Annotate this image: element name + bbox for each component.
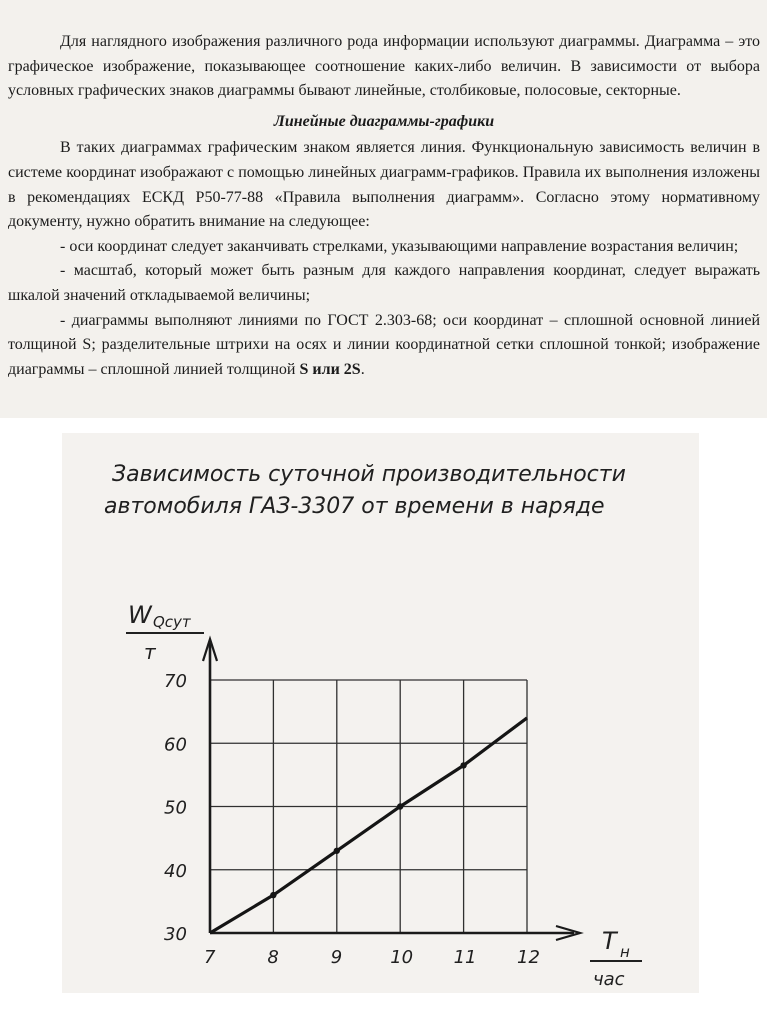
data-point bbox=[270, 892, 276, 898]
chart-title-line-1: Зависимость суточной производительности bbox=[112, 462, 626, 487]
data-point bbox=[334, 848, 340, 854]
y-tick-label: 60 bbox=[164, 734, 187, 756]
document-page bbox=[0, 0, 767, 418]
bullet-lines-end: . bbox=[360, 360, 365, 378]
data-point bbox=[397, 803, 403, 809]
chart-series bbox=[210, 718, 527, 933]
x-tick-label: 8 bbox=[267, 947, 279, 968]
y-tick-label: 50 bbox=[164, 797, 187, 819]
y-axis-label-symbol: W bbox=[128, 601, 152, 629]
chart-tick-labels bbox=[164, 671, 540, 968]
x-axis-label-unit: час bbox=[593, 969, 625, 990]
x-axis-label bbox=[590, 927, 642, 990]
y-tick-label: 30 bbox=[164, 924, 187, 945]
rules-paragraph: В таких диаграммах графическим знаком является линия. Функциональную зависимость величин в системе координат изображают с помощью линейных диаграмм-графиков. Правила их выполнения изложены в рекомендациях ЕСКД Р50-77-88 «Правила выполнения диаграмм». Согласно этому нормативному документу, нужно обратить внимание на следующее: bbox=[8, 139, 760, 231]
line-chart bbox=[62, 433, 699, 993]
y-tick-label: 40 bbox=[164, 860, 187, 882]
x-tick-label: 9 bbox=[330, 947, 343, 968]
y-axis-label-unit: т bbox=[144, 640, 156, 664]
x-tick-label: 12 bbox=[517, 947, 540, 968]
y-axis-label-subscript: Qсут bbox=[153, 613, 191, 631]
x-tick-label: 7 bbox=[204, 947, 216, 968]
bullet-lines bbox=[8, 309, 760, 383]
bullet-arrows: - оси координат следует заканчивать стрелками, указывающими направление возрастания величин; bbox=[60, 237, 739, 255]
chart-title-line-2: автомобиля ГАЗ-3307 от времени в наряде bbox=[104, 494, 605, 519]
x-axis-label-symbol: T bbox=[602, 927, 617, 955]
series-line bbox=[210, 718, 527, 933]
section-heading: Линейные диаграммы-графики bbox=[273, 112, 495, 130]
x-tick-label: 11 bbox=[453, 947, 477, 968]
chart-figure bbox=[62, 433, 699, 993]
x-tick-label: 10 bbox=[390, 947, 414, 968]
intro-paragraph: Для наглядного изображения различного рода информации используют диаграммы. Диаграмма – это графическое изображение, показывающее соотношение каких-либо величин. В зависимости от выбора условных графических знаков диаграммы бывают линейные, столбиковые, полосовые, секторные. bbox=[8, 33, 760, 100]
bullet-scale: - масштаб, который может быть разным для каждого направления координат, следует выражать шкалой значений откладываемой величины; bbox=[8, 262, 760, 304]
data-point bbox=[460, 762, 466, 768]
y-tick-label: 70 bbox=[164, 671, 187, 692]
document-text bbox=[8, 30, 760, 382]
chart-grid bbox=[210, 680, 527, 933]
bullet-lines-text: - диаграммы выполняют линиями по ГОСТ 2.303-68; оси координат – сплошной основной линией толщиной S; разделительные штрихи на осях и линии координатной сетки сплошной тонкой; изображение диаграммы – сплошной линией толщиной bbox=[8, 311, 760, 378]
x-axis-label-subscript: н bbox=[620, 943, 630, 961]
bullet-lines-bold: S или 2S bbox=[299, 360, 361, 378]
y-axis-label bbox=[126, 601, 204, 664]
